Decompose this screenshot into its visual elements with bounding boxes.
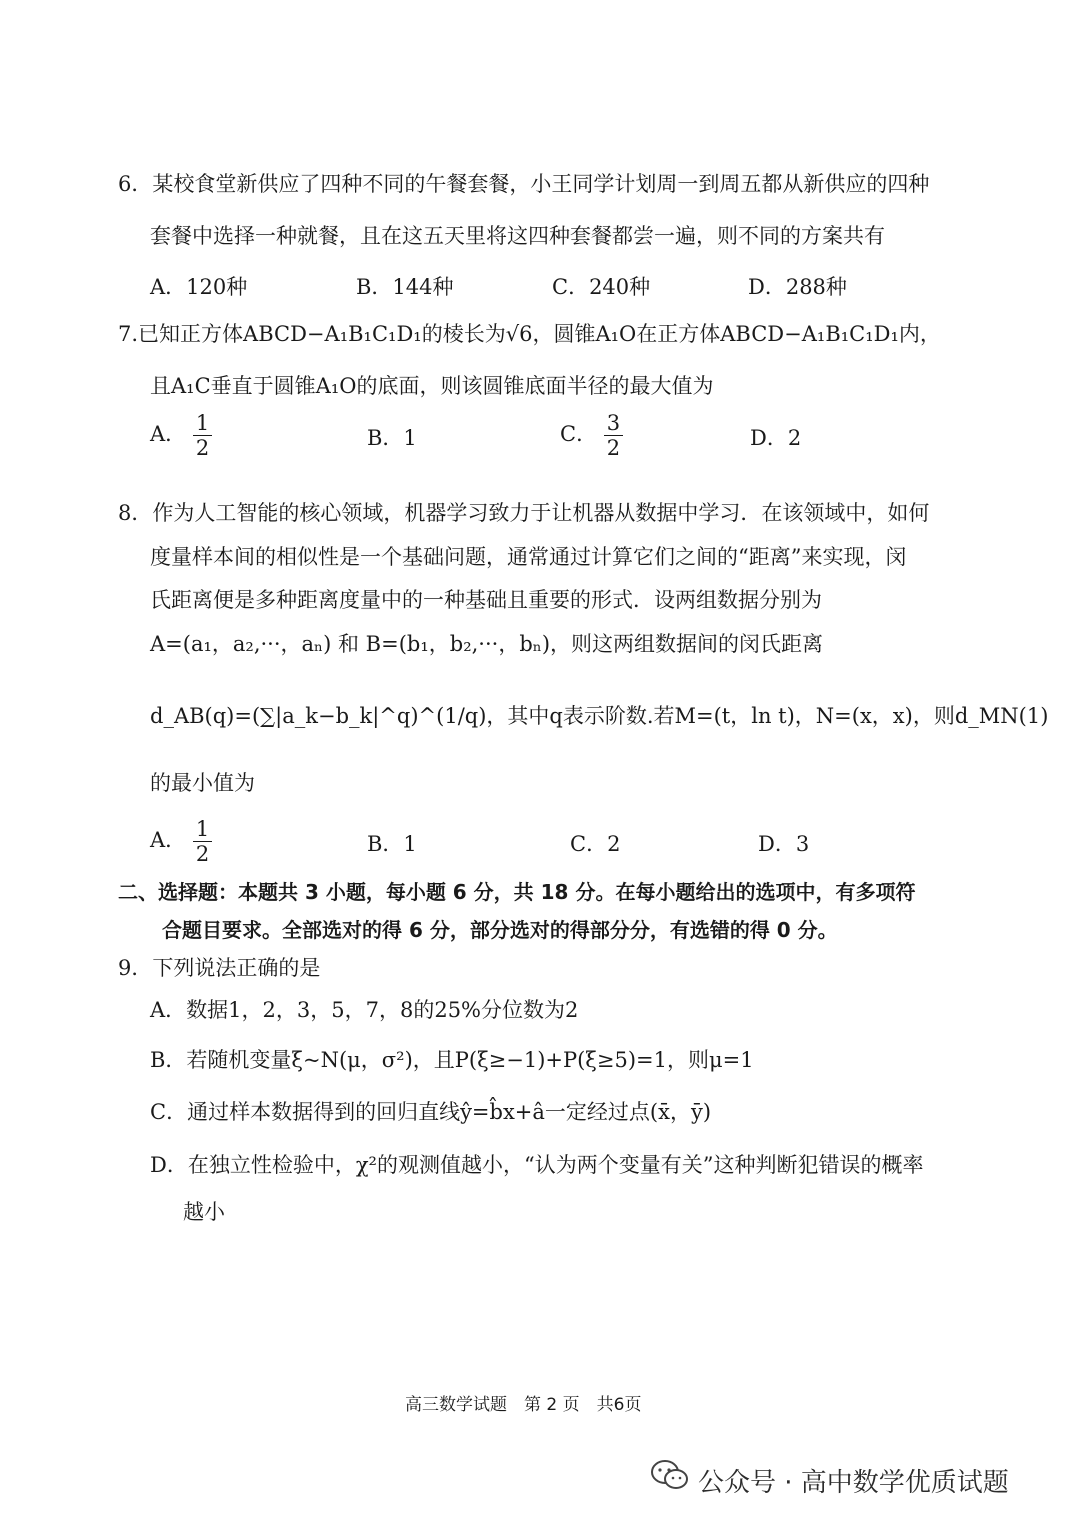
q7-line-1: 7.已知正方体ABCD−A₁B₁C₁D₁的棱长为√6，圆锥A₁O在正方体ABCD−A₁B₁C₁D₁内， — [118, 322, 941, 346]
q6-option-c: C．240种 — [552, 275, 651, 299]
q8-line-5-formula: d_AB(q)=(∑|a_k−b_k|^q)^(1/q)，其中q表示阶数.若M=(t，ln t)，N=(x，x)，则d_MN(1) — [150, 704, 1049, 728]
q8-line-3: 氏距离便是多种距离度量中的一种基础且重要的形式．设两组数据分别为 — [150, 588, 822, 612]
q8-line-6: 的最小值为 — [150, 771, 255, 795]
section-2-heading-line-1: 二、选择题：本题共 3 小题，每小题 6 分，共 18 分。在每小题给出的选项中，有多项符 — [118, 880, 916, 904]
q6-option-a: A．120种 — [150, 275, 248, 299]
q8-option-b: B．1 — [367, 832, 417, 856]
q7-line-2: 且A₁C垂直于圆锥A₁O的底面，则该圆锥底面半径的最大值为 — [150, 374, 714, 398]
q8-option-d: D．3 — [758, 832, 810, 856]
q9-option-d-line-1: D．在独立性检验中，χ²的观测值越小，“认为两个变量有关”这种判断犯错误的概率 — [150, 1153, 924, 1177]
q7-option-c-fraction: $\frac{3}{2}$ — [604, 412, 623, 459]
q6-line-1: 6．某校食堂新供应了四种不同的午餐套餐，小王同学计划周一到周五都从新供应的四种 — [118, 172, 930, 196]
q7-option-d: D．2 — [750, 426, 802, 450]
q9-option-d-line-2: 越小 — [183, 1200, 225, 1224]
q8-line-2: 度量样本间的相似性是一个基础问题，通常通过计算它们之间的“距离”来实现，闵 — [150, 545, 907, 569]
q6-option-b: B．144种 — [356, 275, 454, 299]
q8-option-a: A． $\frac{1}{2}$ — [150, 818, 212, 865]
q8-option-a-fraction: $\frac{1}{2}$ — [193, 818, 212, 865]
q7-option-a-fraction: $\frac{1}{2}$ — [193, 412, 212, 459]
q9-option-a: A．数据1，2，3，5，7，8的25%分位数为2 — [150, 998, 579, 1022]
q6-option-d: D．288种 — [748, 275, 847, 299]
wechat-icon — [650, 1458, 690, 1492]
q8-line-1: 8．作为人工智能的核心领域，机器学习致力于让机器从数据中学习．在该领域中，如何 — [118, 501, 930, 525]
q9-option-b: B．若随机变量ξ~N(μ，σ²)，且P(ξ≥−1)+P(ξ≥5)=1，则μ=1 — [150, 1048, 754, 1072]
q7-option-c: C． $\frac{3}{2}$ — [560, 412, 623, 459]
q7-option-a: A． $\frac{1}{2}$ — [150, 412, 212, 459]
page-footer: 高三数学试题 第 2 页 共6页 — [405, 1395, 642, 1415]
q8-option-c: C．2 — [570, 832, 621, 856]
watermark-text: 公众号 · 高中数学优质试题 — [698, 1468, 1009, 1498]
q6-line-2: 套餐中选择一种就餐，且在这五天里将这四种套餐都尝一遍，则不同的方案共有 — [150, 224, 885, 248]
q7-option-b: B．1 — [367, 426, 417, 450]
section-2-heading-line-2: 合题目要求。全部选对的得 6 分，部分选对的得部分分，有选错的得 0 分。 — [162, 918, 838, 942]
q9-stem: 9．下列说法正确的是 — [118, 956, 321, 980]
q8-line-4: A=(a₁，a₂,···，aₙ) 和 B=(b₁，b₂,···，bₙ)，则这两组数据间的闵氏距离 — [150, 632, 824, 656]
q9-option-c: C．通过样本数据得到的回归直线ŷ=b̂x+â一定经过点(x̄，ȳ) — [150, 1100, 712, 1124]
